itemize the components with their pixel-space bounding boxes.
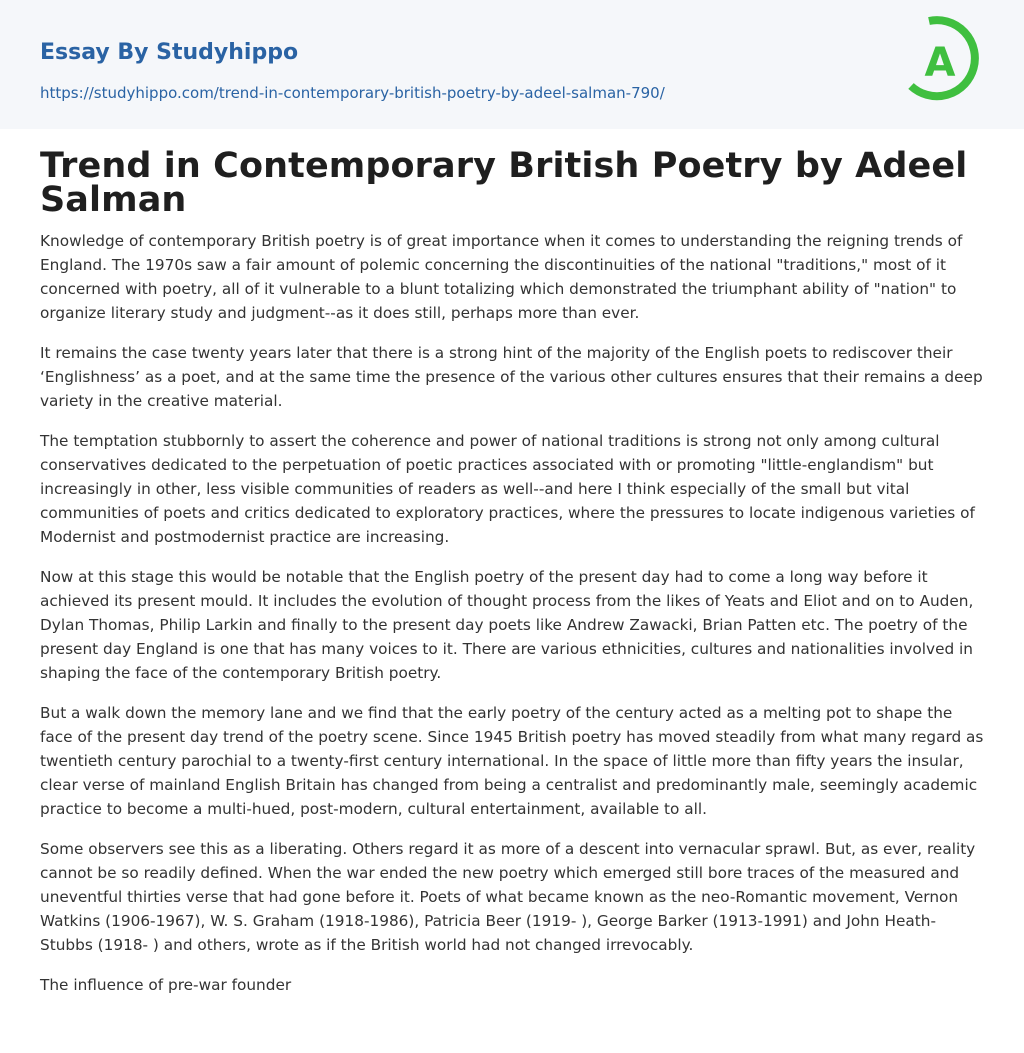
- article: [0, 129, 1024, 997]
- article-paragraph: The influence of pre-war founder: [40, 976, 292, 994]
- site-title[interactable]: Essay By Studyhippo: [40, 40, 299, 65]
- article-paragraph: It remains the case twenty years later that there is a strong hint of the majority of the English poets to rediscover their ‘Englishness’ as a poet, and at the same time the presence of the various other cultures ensures that their remains a deep variety in the creative material.: [40, 344, 983, 410]
- article-paragraph: Some observers see this as a liberating. Others regard it as more of a descent into vernacular sprawl. But, as ever, reality cannot be so readily defined. When the war ended the new poetry which emerged still bore traces of the measured and uneventful thirties verse that had gone before it. Poets of what became known as the neo-Romantic movement, Vernon Watkins (1906-1967), W. S. Graham (1918-1986), Patricia Beer (1919- ), George Barker (1913-1991) and John Heath-Stubbs (1918- ) and others, wrote as if the British world had not changed irrevocably.: [40, 840, 976, 954]
- article-paragraph: But a walk down the memory lane and we find that the early poetry of the century acted as a melting pot to shape the face of the present day trend of the poetry scene. Since 1945 British poetry has moved steadily from what many regard as twentieth century parochial to a twenty-first century international. In the space of little more than fifty years the insular, clear verse of mainland English Britain has changed from being a centralist and predominantly male, seemingly academic practice to become a multi-hued, post-modern, cultural entertainment, available to all.: [40, 704, 984, 818]
- studyhippo-logo-icon[interactable]: [906, 16, 992, 110]
- article-paragraph: Now at this stage this would be notable that the English poetry of the present day had to come a long way before it achieved its present mould. It includes the evolution of thought process from the likes of Yeats and Eliot and on to Auden, Dylan Thomas, Philip Larkin and finally to the present day poets like Andrew Zawacki, Brian Patten etc. The poetry of the present day England is one that has many voices to it. There are various ethnicities, cultures and nationalities involved in shaping the face of the contemporary British poetry.: [40, 568, 974, 682]
- article-paragraph: Knowledge of contemporary British poetry is of great importance when it comes to understanding the reigning trends of England. The 1970s saw a fair amount of polemic concerning the discontinuities of the national "traditions," most of it concerned with poetry, all of it vulnerable to a blunt totalizing which demonstrated the triumphant ability of "nation" to organize literary study and judgment--as it does still, perhaps more than ever.: [40, 232, 963, 322]
- page-url-link[interactable]: https://studyhippo.com/trend-in-contemporary-british-poetry-by-adeel-salman-790/: [40, 84, 665, 102]
- site-header: [0, 0, 1024, 129]
- logo-letter: A: [924, 40, 956, 86]
- article-title: Trend in Contemporary British Poetry by Adeel Salman: [40, 146, 968, 220]
- article-paragraph: The temptation stubbornly to assert the coherence and power of national traditions is strong not only among cultural conservatives dedicated to the perpetuation of poetic practices associated with or promoting "little-englandism" but increasingly in other, less visible communities of readers as well--and here I think especially of the small but vital communities of poets and critics dedicated to exploratory practices, where the pressures to locate indigenous varieties of Modernist and postmodernist practice are increasing.: [40, 432, 975, 546]
